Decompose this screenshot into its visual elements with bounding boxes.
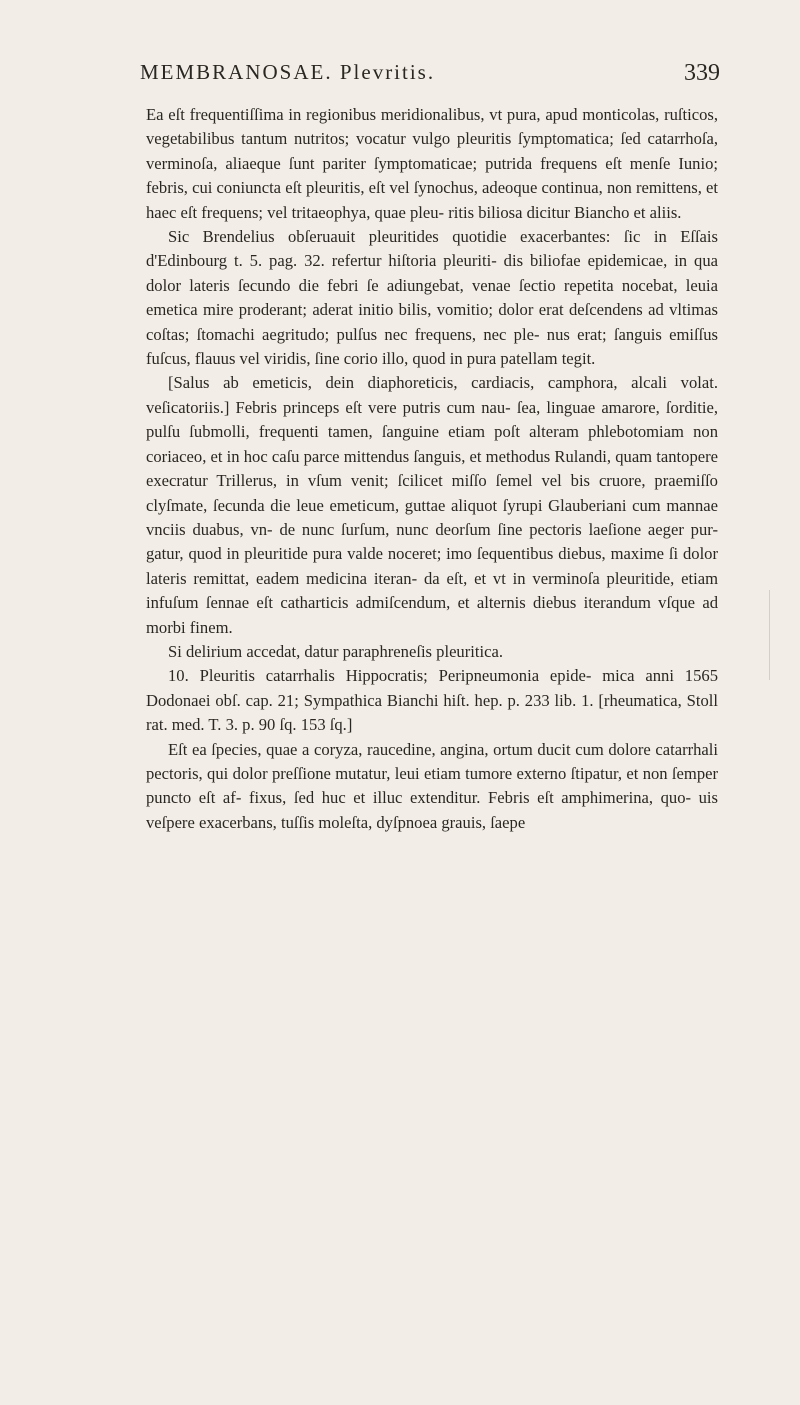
- text-line: Ea eſt frequentiſſima in regionibus meridionalibus, vt pura, apud: [146, 105, 578, 124]
- paragraph: [146, 640, 718, 664]
- text-line: ducit cum dolore catarrhali pectoris, qui dolor preſſione mutatur,: [146, 739, 718, 783]
- text-line: uis veſpere exacerbans, tuſſis moleſta, dyſpnoea grauis, ſaepe: [146, 788, 718, 832]
- text-line: ſea, linguae amarore, ſorditie, pulſu ſubmolli, frequenti tamen,: [146, 397, 718, 442]
- text-line: dis biliofae epidemicae, in qua dolor lateris ſecundo die febri ſe: [146, 251, 718, 295]
- text-line: catharticis admiſcendum, et alternis diebus iterandum vſque ad: [280, 593, 718, 613]
- text-line: Si delirium accedat, datur paraphreneſis pleuritica.: [168, 641, 503, 661]
- text-line: de nunc ſurſum, nunc deorſum ſine pectoris laeſione aeger pur-: [279, 519, 718, 539]
- text-line: quod in pura patellam tegit.: [412, 349, 596, 369]
- text-line: ſanguine etiam poſt alteram phlebotomiam non coriaceo, et in: [146, 422, 719, 466]
- text-line: 153 ſq.]: [300, 715, 353, 735]
- text-line: 10. Pleuritis catarrhalis Hippocratis; Peripneumonia epide-: [168, 666, 592, 686]
- text-line: non remittens, et haec eſt frequens; vel tritaeophya, quae pleu-: [146, 178, 719, 222]
- paragraph: [146, 738, 718, 836]
- text-line: guttae aliquot ſyrupi Glauberiani cum mannae vnciis duabus, vn-: [146, 495, 718, 539]
- text-line: hep. p. 233 lib. 1. [rheumatica, Stoll rat. med. T. 3. p. 90 ſq.: [146, 690, 718, 735]
- text-line: diebus, maxime ſi dolor lateris remittat, eadem medicina iteran-: [146, 544, 718, 588]
- text-line: morbi finem.: [146, 617, 233, 637]
- text-line: leui etiam tumore externo ſtipatur, et non ſemper puncto eſt af-: [146, 763, 719, 808]
- text-line: Eſt ea ſpecies, quae a coryza, raucedine, angina, ortum: [168, 739, 533, 759]
- text-line: hoc caſu parce mittendus ſanguis, et methodus Rulandi, quam: [243, 446, 653, 466]
- paragraph: [146, 103, 718, 225]
- paragraph: [146, 664, 718, 737]
- text-line: mica anni 1565 Dodonaei obſ. cap. 21; Sympathica Bianchi hiſt.: [146, 666, 718, 710]
- text-line: Sic Brendelius obſeruauit pleuritides quotidie exacerbantes:: [168, 227, 611, 247]
- page-number: 339: [684, 60, 720, 86]
- page-header: [140, 60, 720, 96]
- text-line: fixus, ſed huc et illuc extenditur. Febris eſt amphimerina, quo-: [248, 788, 692, 808]
- text-line: pleuritis ſymptomatica; ſed catarrhoſa, verminoſa, aliaeque ſunt: [146, 129, 718, 173]
- text-line: tantopere execratur Trillerus, in vſum venit; ſcilicet miſſo ſemel: [146, 446, 718, 491]
- text-line: alcali volat. veſicatoriis.] Febris princeps eſt vere putris cum nau-: [146, 373, 718, 417]
- text-line: gatur, quod in pleuritide pura valde noceret; imo ſequentibus: [146, 544, 554, 564]
- paragraph: [146, 371, 718, 639]
- text-line: pariter ſymptomaticae; putrida frequens eſt menſe Iunio; febris,: [146, 153, 718, 198]
- paragraph: [146, 225, 718, 371]
- text-line: [Salus ab emeticis, dein diaphoreticis, cardiacis, camphora,: [168, 373, 618, 393]
- text-line: nus erat; ſanguis emiſſus fuſcus, flauus vel viridis, ſine corio illo,: [146, 324, 719, 369]
- body-text: [146, 103, 718, 835]
- running-title: MEMBRANOSAE. Plevritis.: [140, 60, 436, 84]
- text-line: proderant; aderat initio bilis, vomitio; dolor erat deſcendens ad: [238, 300, 664, 320]
- text-line: monticolas, ruſticos, vegetabilibus tantum nutritos; vocatur vulgo: [146, 105, 718, 149]
- text-line: ritis biliosa dicitur Biancho et aliis.: [448, 202, 682, 222]
- text-line: cui coniuncta eſt pleuritis, eſt vel ſynochus, adeoque continua,: [192, 178, 603, 198]
- text-line: ſic in Eſſais d'Edinbourg t. 5. pag. 32. refertur hiſtoria pleuriti-: [146, 227, 718, 271]
- text-line: da eſt, et vt in verminoſa pleuritide, etiam infuſum ſennae eſt: [146, 568, 718, 613]
- text-line: vel bis cruore, praemiſſo clyſmate, ſecunda die leue emeticum,: [146, 471, 718, 515]
- text-line: vltimas coſtas; ſtomachi aegritudo; pulſus nec frequens, nec ple-: [146, 300, 718, 344]
- margin-mark: [769, 590, 782, 680]
- text-line: adiungebat, venae ſectio repetita nocebat, leuia emetica mire: [146, 275, 719, 320]
